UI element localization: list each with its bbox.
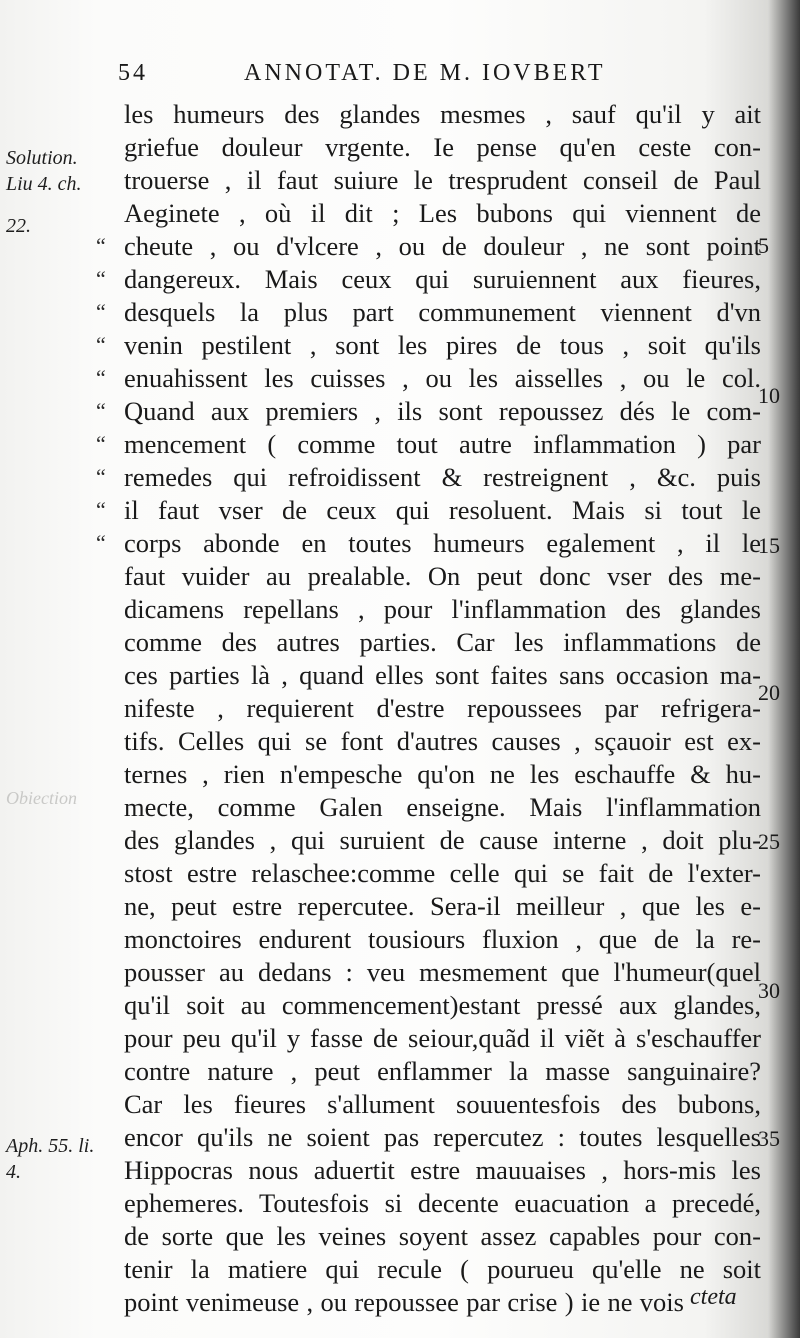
- text-line: ces parties là , quand elles sont faites sans occasion ma-: [124, 660, 761, 690]
- text-line: encor qu'ils ne soient pas repercutez : toutes lesquelles: [124, 1122, 761, 1152]
- text-line: venin pestilent , sont les pires de tous , soit qu'ils: [124, 330, 761, 360]
- text-line: pousser au dedans : veu mesmement que l'humeur(quel: [124, 957, 761, 987]
- page-header: [118, 60, 648, 90]
- text-line: mencement ( comme tout autre inflammation ) par: [124, 429, 761, 459]
- text-line: il faut vser de ceux qui resoluent. Mais si tout le: [124, 495, 761, 525]
- text-line: trouerse , il faut suiure le tresprudent conseil de Paul: [124, 165, 761, 195]
- line-number: 30: [758, 978, 780, 1003]
- text-line: point venimeuse , ou repoussee par crise ) ie ne vois: [124, 1287, 684, 1317]
- text-line: Hippocras nous aduertit estre mauuaises , hors-mis les: [124, 1155, 761, 1185]
- text-line: Aeginete , où il dit ; Les bubons qui viennent de: [124, 198, 761, 228]
- margin-note-objection: Obiection: [6, 788, 77, 808]
- text-line: mecte, comme Galen enseigne. Mais l'inflammation: [124, 792, 761, 822]
- text-line: ne, peut estre repercutee. Sera-il meilleur , que les e-: [124, 891, 761, 921]
- quote-mark: “: [96, 266, 106, 291]
- text-line: de sorte que les veines soyent assez capables pour con-: [124, 1221, 761, 1251]
- text-line: Car les fieures s'allument souuentesfois des bubons,: [124, 1089, 761, 1119]
- margin-note-solution: Solution.: [6, 147, 78, 169]
- text-line: griefue douleur vrgente. Ie pense qu'en ceste con-: [124, 132, 761, 162]
- quote-mark: “: [96, 299, 106, 324]
- text-line: ephemeres. Toutesfois si decente euacuation a precedé,: [124, 1188, 761, 1218]
- text-line: les humeurs des glandes mesmes , sauf qu'il y ait: [124, 99, 761, 129]
- text-line: tenir la matiere qui recule ( pourueu qu'elle ne soit: [124, 1254, 761, 1284]
- margin-note-aph: Aph. 55. li.: [6, 1135, 95, 1157]
- text-line: dangereux. Mais ceux qui suruiennent aux fieures,: [124, 264, 761, 294]
- page-number: 54: [118, 60, 148, 86]
- margin-note-aph2: 4.: [6, 1161, 21, 1183]
- text-line: enuahissent les cuisses , ou les aisselles , ou le col.: [124, 363, 761, 393]
- text-line: ternes , rien n'empesche qu'on ne les eschauffe & hu-: [124, 759, 761, 789]
- text-line: faut vuider au prealable. On peut donc vser des me-: [124, 561, 761, 591]
- line-number: 25: [758, 829, 780, 854]
- quote-mark: “: [96, 233, 106, 258]
- line-number: 10: [758, 383, 780, 408]
- text-line: pour peu qu'il y fasse de seiour,quãd il viẽt à s'eschauffer: [124, 1023, 761, 1053]
- text-line: comme des autres parties. Car les inflammations de: [124, 627, 761, 657]
- text-line: monctoires endurent tousiours fluxion , que de la re-: [124, 924, 761, 954]
- text-line: nifeste , requierent d'estre repoussees par refrigera-: [124, 693, 761, 723]
- quote-mark: “: [96, 464, 106, 489]
- text-line: tifs. Celles qui se font d'autres causes , sçauoir est ex-: [124, 726, 761, 756]
- margin-note-solution-ref: Liu 4. ch.: [6, 173, 82, 195]
- text-line: contre nature , peut enflammer la masse sanguinaire?: [124, 1056, 761, 1086]
- margin-note-solution-ref2: 22.: [6, 215, 31, 237]
- catchword: cteta: [690, 1284, 737, 1310]
- line-number: 20: [758, 680, 780, 705]
- quote-mark: “: [96, 530, 106, 555]
- line-number: 5: [758, 233, 769, 258]
- text-line: Quand aux premiers , ils sont repoussez dés le com-: [124, 396, 761, 426]
- line-number: 35: [758, 1126, 780, 1151]
- quote-mark: “: [96, 365, 106, 390]
- text-line: corps abonde en toutes humeurs egalement , il le: [124, 528, 761, 558]
- text-line: cheute , ou d'vlcere , ou de douleur , ne sont point: [124, 231, 761, 261]
- running-title: ANNOTAT. DE M. IOVBERT: [244, 60, 606, 86]
- text-line: dicamens repellans , pour l'inflammation des glandes: [124, 594, 761, 624]
- quote-mark: “: [96, 497, 106, 522]
- text-line: qu'il soit au commencement)estant pressé aux glandes,: [124, 990, 761, 1020]
- text-line: stost estre relaschee:comme celle qui se fait de l'exter-: [124, 858, 761, 888]
- text-line: remedes qui refroidissent & restreignent , &c. puis: [124, 462, 761, 492]
- quote-mark: “: [96, 398, 106, 423]
- text-line: desquels la plus part communement viennent d'vn: [124, 297, 761, 327]
- quote-mark: “: [96, 332, 106, 357]
- line-number: 15: [758, 533, 780, 558]
- quote-mark: “: [96, 431, 106, 456]
- text-line: des glandes , qui suruient de cause interne , doit plu-: [124, 825, 761, 855]
